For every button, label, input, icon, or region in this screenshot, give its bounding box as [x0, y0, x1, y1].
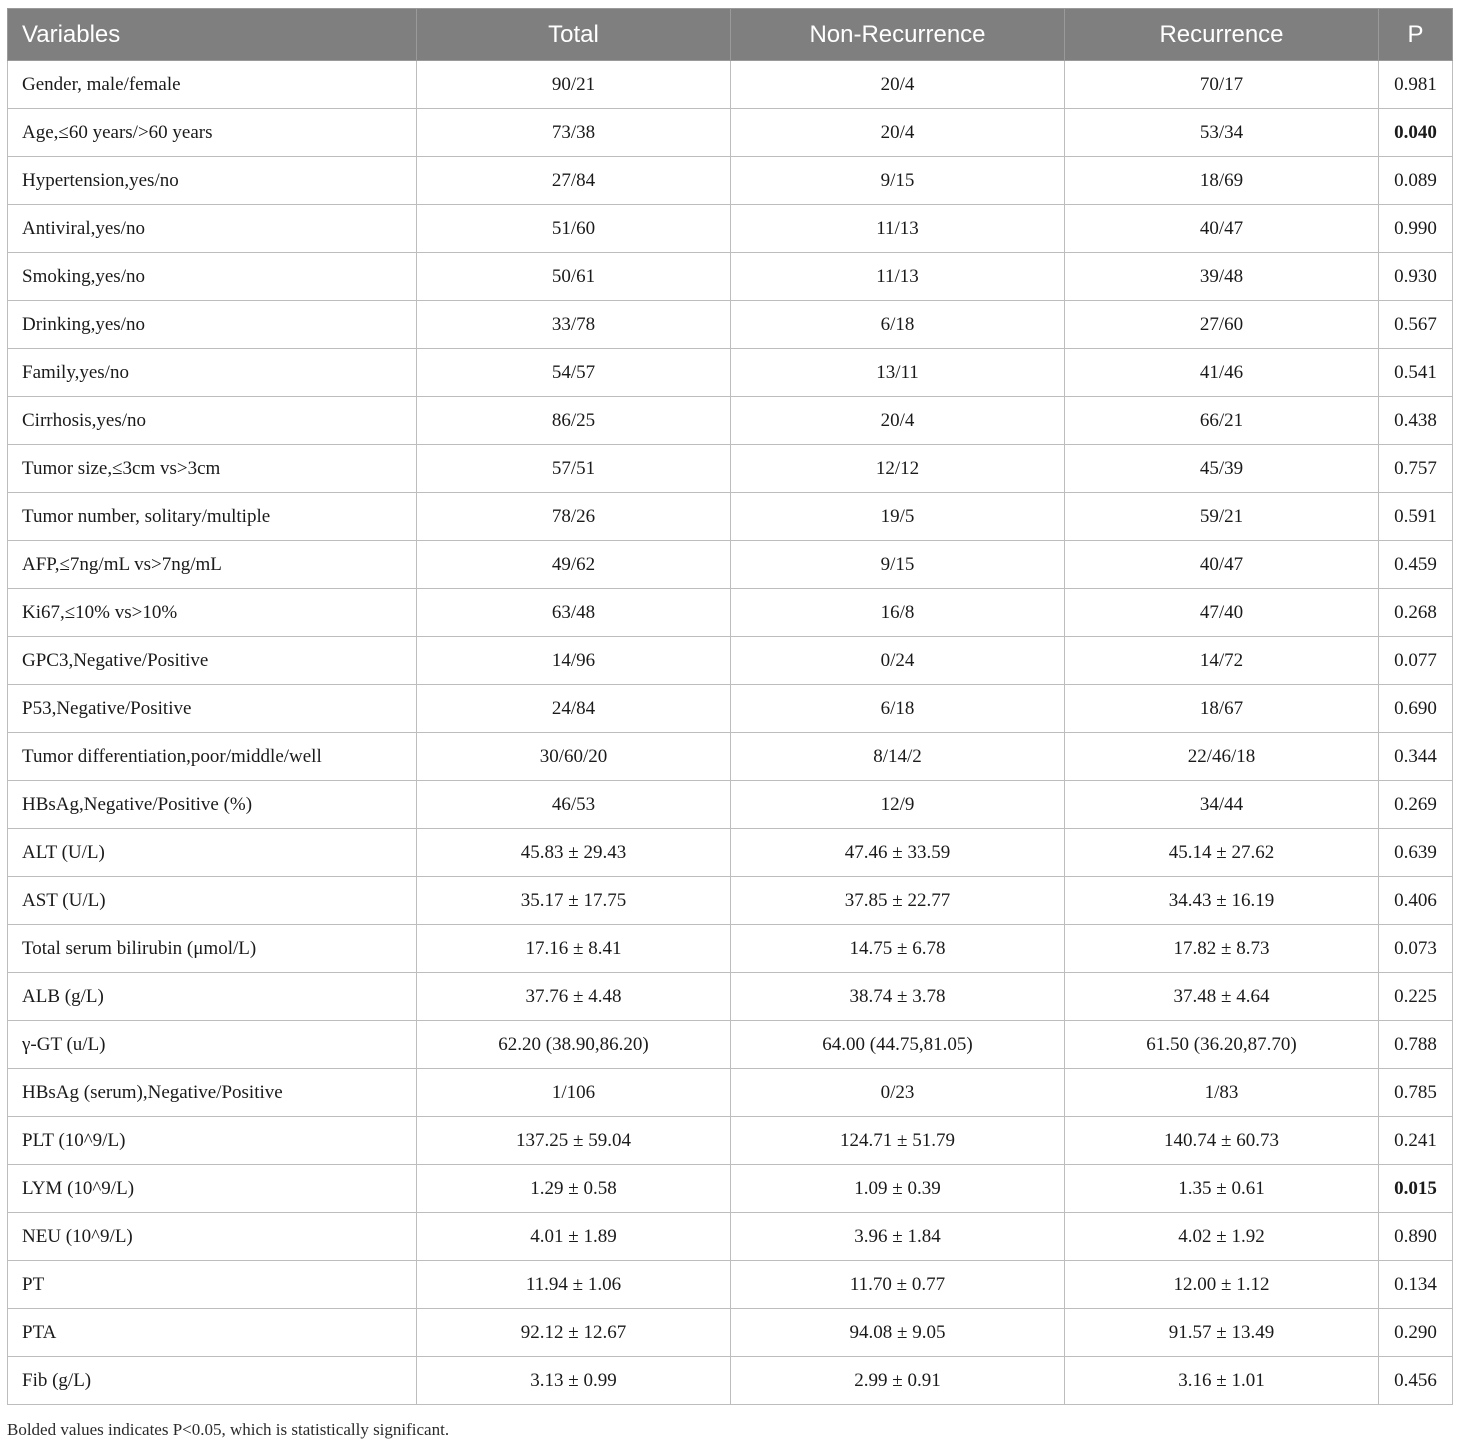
cell-total: 57/51	[417, 445, 731, 493]
cell-p-value: 0.788	[1379, 1021, 1453, 1069]
header-total: Total	[417, 9, 731, 61]
cell-p-value: 0.456	[1379, 1357, 1453, 1405]
cell-variable: HBsAg (serum),Negative/Positive	[8, 1069, 417, 1117]
cell-variable: Drinking,yes/no	[8, 301, 417, 349]
cell-variable: ALT (U/L)	[8, 829, 417, 877]
cell-p-value: 0.015	[1379, 1165, 1453, 1213]
cell-p-value: 0.344	[1379, 733, 1453, 781]
cell-p-value: 0.541	[1379, 349, 1453, 397]
cell-non-recurrence: 20/4	[731, 109, 1065, 157]
cell-recurrence: 27/60	[1065, 301, 1379, 349]
table-row	[8, 445, 1453, 493]
cell-total: 1/106	[417, 1069, 731, 1117]
cell-p-value: 0.459	[1379, 541, 1453, 589]
cell-recurrence: 61.50 (36.20,87.70)	[1065, 1021, 1379, 1069]
cell-variable: PTA	[8, 1309, 417, 1357]
cell-variable: LYM (10^9/L)	[8, 1165, 417, 1213]
table-row	[8, 301, 1453, 349]
cell-total: 51/60	[417, 205, 731, 253]
table-row	[8, 1021, 1453, 1069]
cell-variable: PLT (10^9/L)	[8, 1117, 417, 1165]
cell-non-recurrence: 16/8	[731, 589, 1065, 637]
cell-p-value: 0.567	[1379, 301, 1453, 349]
cell-non-recurrence: 20/4	[731, 61, 1065, 109]
cell-total: 24/84	[417, 685, 731, 733]
cell-total: 78/26	[417, 493, 731, 541]
table-row	[8, 253, 1453, 301]
table-row	[8, 733, 1453, 781]
cell-non-recurrence: 14.75 ± 6.78	[731, 925, 1065, 973]
cell-p-value: 0.639	[1379, 829, 1453, 877]
cell-p-value: 0.438	[1379, 397, 1453, 445]
table-row	[8, 349, 1453, 397]
cell-total: 137.25 ± 59.04	[417, 1117, 731, 1165]
table-row	[8, 589, 1453, 637]
cell-p-value: 0.089	[1379, 157, 1453, 205]
cell-recurrence: 14/72	[1065, 637, 1379, 685]
cell-variable: Ki67,≤10% vs>10%	[8, 589, 417, 637]
table-row	[8, 157, 1453, 205]
cell-p-value: 0.077	[1379, 637, 1453, 685]
cell-recurrence: 39/48	[1065, 253, 1379, 301]
cell-variable: Total serum bilirubin (μmol/L)	[8, 925, 417, 973]
cell-total: 37.76 ± 4.48	[417, 973, 731, 1021]
table-header	[8, 9, 1453, 61]
cell-recurrence: 140.74 ± 60.73	[1065, 1117, 1379, 1165]
cell-variable: ALB (g/L)	[8, 973, 417, 1021]
data-table-container	[7, 8, 1452, 1405]
cell-p-value: 0.690	[1379, 685, 1453, 733]
cell-total: 30/60/20	[417, 733, 731, 781]
cell-p-value: 0.241	[1379, 1117, 1453, 1165]
table-row	[8, 781, 1453, 829]
cell-non-recurrence: 8/14/2	[731, 733, 1065, 781]
cell-recurrence: 37.48 ± 4.64	[1065, 973, 1379, 1021]
cell-non-recurrence: 1.09 ± 0.39	[731, 1165, 1065, 1213]
cell-recurrence: 59/21	[1065, 493, 1379, 541]
table-footnote: Bolded values indicates P<0.05, which is statistically significant.	[7, 1420, 450, 1439]
cell-recurrence: 3.16 ± 1.01	[1065, 1357, 1379, 1405]
cell-total: 63/48	[417, 589, 731, 637]
cell-non-recurrence: 38.74 ± 3.78	[731, 973, 1065, 1021]
cell-non-recurrence: 6/18	[731, 685, 1065, 733]
header-recurrence: Recurrence	[1065, 9, 1379, 61]
cell-total: 33/78	[417, 301, 731, 349]
cell-total: 50/61	[417, 253, 731, 301]
cell-non-recurrence: 6/18	[731, 301, 1065, 349]
cell-non-recurrence: 124.71 ± 51.79	[731, 1117, 1065, 1165]
table-row	[8, 493, 1453, 541]
cell-non-recurrence: 37.85 ± 22.77	[731, 877, 1065, 925]
cell-variable: Gender, male/female	[8, 61, 417, 109]
table-row	[8, 1165, 1453, 1213]
cell-p-value: 0.290	[1379, 1309, 1453, 1357]
cell-total: 11.94 ± 1.06	[417, 1261, 731, 1309]
cell-recurrence: 45/39	[1065, 445, 1379, 493]
cell-non-recurrence: 64.00 (44.75,81.05)	[731, 1021, 1065, 1069]
cell-p-value: 0.785	[1379, 1069, 1453, 1117]
cell-non-recurrence: 11/13	[731, 205, 1065, 253]
cell-p-value: 0.269	[1379, 781, 1453, 829]
cell-variable: AST (U/L)	[8, 877, 417, 925]
table-row	[8, 1261, 1453, 1309]
cell-variable: Cirrhosis,yes/no	[8, 397, 417, 445]
cell-variable: γ-GT (u/L)	[8, 1021, 417, 1069]
cell-variable: Antiviral,yes/no	[8, 205, 417, 253]
table-row	[8, 397, 1453, 445]
cell-total: 54/57	[417, 349, 731, 397]
cell-recurrence: 47/40	[1065, 589, 1379, 637]
cell-recurrence: 45.14 ± 27.62	[1065, 829, 1379, 877]
cell-recurrence: 34.43 ± 16.19	[1065, 877, 1379, 925]
cell-recurrence: 66/21	[1065, 397, 1379, 445]
table-row	[8, 1357, 1453, 1405]
cell-p-value: 0.930	[1379, 253, 1453, 301]
cell-variable: P53,Negative/Positive	[8, 685, 417, 733]
cell-p-value: 0.591	[1379, 493, 1453, 541]
cell-variable: Family,yes/no	[8, 349, 417, 397]
cell-variable: GPC3,Negative/Positive	[8, 637, 417, 685]
header-non-recurrence: Non-Recurrence	[731, 9, 1065, 61]
cell-variable: HBsAg,Negative/Positive (%)	[8, 781, 417, 829]
cell-non-recurrence: 47.46 ± 33.59	[731, 829, 1065, 877]
cell-p-value: 0.225	[1379, 973, 1453, 1021]
cell-recurrence: 91.57 ± 13.49	[1065, 1309, 1379, 1357]
cell-total: 35.17 ± 17.75	[417, 877, 731, 925]
cell-non-recurrence: 11/13	[731, 253, 1065, 301]
table-row	[8, 1117, 1453, 1165]
cell-variable: Tumor number, solitary/multiple	[8, 493, 417, 541]
cell-total: 92.12 ± 12.67	[417, 1309, 731, 1357]
cell-recurrence: 22/46/18	[1065, 733, 1379, 781]
table-row	[8, 829, 1453, 877]
table-row	[8, 973, 1453, 1021]
cell-non-recurrence: 19/5	[731, 493, 1065, 541]
cell-recurrence: 18/67	[1065, 685, 1379, 733]
cell-recurrence: 40/47	[1065, 541, 1379, 589]
header-row	[8, 9, 1453, 61]
cell-variable: Tumor size,≤3cm vs>3cm	[8, 445, 417, 493]
header-p: P	[1379, 9, 1453, 61]
cell-non-recurrence: 11.70 ± 0.77	[731, 1261, 1065, 1309]
cell-total: 3.13 ± 0.99	[417, 1357, 731, 1405]
table-row	[8, 877, 1453, 925]
cell-non-recurrence: 13/11	[731, 349, 1065, 397]
cell-total: 90/21	[417, 61, 731, 109]
cell-variable: Fib (g/L)	[8, 1357, 417, 1405]
cell-recurrence: 53/34	[1065, 109, 1379, 157]
table-row	[8, 1213, 1453, 1261]
cell-variable: Age,≤60 years/>60 years	[8, 109, 417, 157]
table-row	[8, 109, 1453, 157]
cell-p-value: 0.890	[1379, 1213, 1453, 1261]
cell-recurrence: 18/69	[1065, 157, 1379, 205]
cell-non-recurrence: 12/12	[731, 445, 1065, 493]
cell-p-value: 0.757	[1379, 445, 1453, 493]
cell-non-recurrence: 94.08 ± 9.05	[731, 1309, 1065, 1357]
cell-recurrence: 1/83	[1065, 1069, 1379, 1117]
cell-recurrence: 1.35 ± 0.61	[1065, 1165, 1379, 1213]
table-row	[8, 925, 1453, 973]
cell-total: 45.83 ± 29.43	[417, 829, 731, 877]
cell-recurrence: 4.02 ± 1.92	[1065, 1213, 1379, 1261]
cell-total: 14/96	[417, 637, 731, 685]
cell-p-value: 0.040	[1379, 109, 1453, 157]
cell-recurrence: 41/46	[1065, 349, 1379, 397]
table-body	[8, 61, 1453, 1405]
cell-recurrence: 17.82 ± 8.73	[1065, 925, 1379, 973]
header-variables: Variables	[8, 9, 417, 61]
cell-variable: Smoking,yes/no	[8, 253, 417, 301]
cell-recurrence: 70/17	[1065, 61, 1379, 109]
table-row	[8, 205, 1453, 253]
cell-recurrence: 12.00 ± 1.12	[1065, 1261, 1379, 1309]
cell-total: 46/53	[417, 781, 731, 829]
cell-variable: AFP,≤7ng/mL vs>7ng/mL	[8, 541, 417, 589]
cell-recurrence: 34/44	[1065, 781, 1379, 829]
cell-total: 27/84	[417, 157, 731, 205]
cell-p-value: 0.073	[1379, 925, 1453, 973]
table-row	[8, 541, 1453, 589]
clinical-characteristics-table	[7, 8, 1453, 1405]
cell-variable: Tumor differentiation,poor/middle/well	[8, 733, 417, 781]
cell-non-recurrence: 3.96 ± 1.84	[731, 1213, 1065, 1261]
cell-total: 86/25	[417, 397, 731, 445]
cell-recurrence: 40/47	[1065, 205, 1379, 253]
cell-p-value: 0.134	[1379, 1261, 1453, 1309]
table-row	[8, 1309, 1453, 1357]
table-row	[8, 1069, 1453, 1117]
cell-p-value: 0.268	[1379, 589, 1453, 637]
cell-total: 62.20 (38.90,86.20)	[417, 1021, 731, 1069]
cell-non-recurrence: 9/15	[731, 541, 1065, 589]
cell-variable: PT	[8, 1261, 417, 1309]
cell-variable: NEU (10^9/L)	[8, 1213, 417, 1261]
cell-p-value: 0.990	[1379, 205, 1453, 253]
cell-total: 49/62	[417, 541, 731, 589]
cell-non-recurrence: 0/24	[731, 637, 1065, 685]
table-row	[8, 61, 1453, 109]
cell-total: 4.01 ± 1.89	[417, 1213, 731, 1261]
cell-non-recurrence: 9/15	[731, 157, 1065, 205]
cell-total: 1.29 ± 0.58	[417, 1165, 731, 1213]
cell-variable: Hypertension,yes/no	[8, 157, 417, 205]
table-row	[8, 685, 1453, 733]
cell-non-recurrence: 12/9	[731, 781, 1065, 829]
cell-p-value: 0.406	[1379, 877, 1453, 925]
cell-p-value: 0.981	[1379, 61, 1453, 109]
cell-non-recurrence: 2.99 ± 0.91	[731, 1357, 1065, 1405]
cell-total: 73/38	[417, 109, 731, 157]
table-row	[8, 637, 1453, 685]
cell-non-recurrence: 20/4	[731, 397, 1065, 445]
cell-total: 17.16 ± 8.41	[417, 925, 731, 973]
cell-non-recurrence: 0/23	[731, 1069, 1065, 1117]
